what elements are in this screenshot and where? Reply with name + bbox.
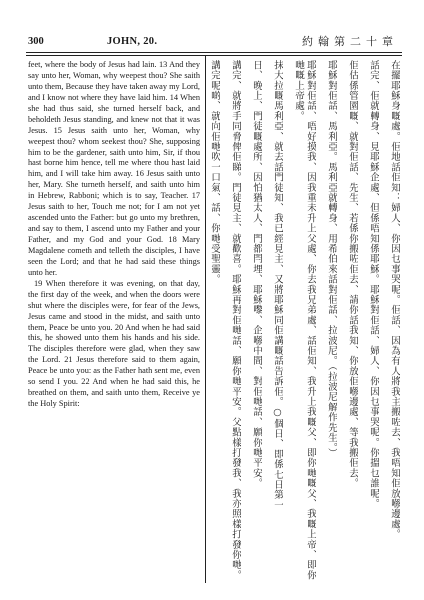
chinese-text-column — [208, 60, 400, 585]
chinese-vertical-line: 抹大拉嘅馬利亞、就去話門徒知、我已經見主、又將耶穌同佢講嘅話告訴佢。○個日、即係七日第一 — [272, 60, 283, 511]
running-title: JOHN, 20. — [107, 36, 158, 47]
header-rule — [26, 52, 402, 53]
chinese-vertical-line: 耶穌對佢話、唔好摸我、因我重未升上父處、你去我兄弟處、話佢知、我升上我嘅父、即你哋嘅父、我嘅上帝、即你哋嘅上帝處。 — [293, 60, 316, 581]
chinese-heading: 約翰第二十章 — [302, 35, 398, 48]
column-divider — [205, 55, 206, 583]
chinese-vertical-line: 日、晚上、門徒嘅處所、因怕猶太人、門都閂埋、耶穌嚟、企喺中間、對佢哋話、願你哋平安。 — [251, 60, 262, 489]
page-number: 300 — [28, 36, 44, 47]
chinese-vertical-line: 耶穌對佢話、馬利亞。馬利亞就轉身、用希伯來話對佢話、拉波尼。（拉波尼解作先生。） — [326, 60, 337, 459]
header-rule-second — [26, 55, 402, 56]
chinese-vertical-line: 講完呢啲、就向佢哋吹一口氣、話、你哋受聖靈。 — [209, 60, 220, 285]
english-paragraph: 19 When therefore it was evening, on that day, the first day of the week, and when the doors were shut where the disciples were, for fear of the Jews, Jesus came and stood in the midst, and saith unto them, Peace be unto you. 20 And when he had said this, he showed unto them his hands and his side. The disciples therefore were glad, when they saw the Lord. 21 Jesus therefore said to them again, Peace be unto you: as the Father hath sent me, even so send I you. 22 And when he had said this, he breathed on them, and saith unto them, Receive ye the Holy Spirit: — [28, 278, 200, 409]
chinese-vertical-line: 講完、就將手同脅俾佢睇。門徒見主、就歡喜。耶穌再對佢哋話、願你哋平安。父點樣打發我、我亦照樣打發你哋。 — [230, 60, 241, 581]
english-paragraph: feet, where the body of Jesus had lain. 13 And they say unto her, Woman, why weepest thou? She saith unto them, Because they have taken away my Lord, and I know not where they have laid him. 14 When she had thus said, she turned herself back, and beholdeth Jesus standing, and knew not that it was Jesus. 15 Jesus saith unto her, Woman, why weepest thou? whom seekest thou? She, supposing him to be the gardener, saith unto him, Sir, if thou hast borne him hence, tell me where thou hast laid him, and I will take him away. 16 Jesus saith unto her, Mary. She turneth herself, and saith unto him in Hebrew, Rabboni; which is to say, Teacher. 17 Jesus saith to her, Touch me not; for I am not yet ascended unto the Father: but go unto my brethren, and say to them, I ascend unto my Father and your Father, and my God and your God. 18 Mary Magdalene cometh and telleth the disciples, I have seen the Lord; and that he had said these things unto her. — [28, 60, 200, 277]
chinese-vertical-line: 在擺耶穌身嘅處。佢地話佢知：婦人、你因乜事哭呢。佢話、因為有人將我主搬咗去、我唔知佢放喺邊處。 — [389, 60, 400, 540]
chinese-vertical-line: 話完、佢就轉身、見耶穌企處、但係唔知係耶穌。耶穌對佢話、婦人、你因乜事哭呢。你搵乜誰呢。 — [368, 60, 379, 509]
english-text-column — [28, 60, 200, 410]
chinese-vertical-line: 佢估係管園嘅、就對佢話、先生、若係你搬咗佢去、請你話我知、你放佢喺邊處、等我搬佢去。 — [347, 60, 358, 489]
